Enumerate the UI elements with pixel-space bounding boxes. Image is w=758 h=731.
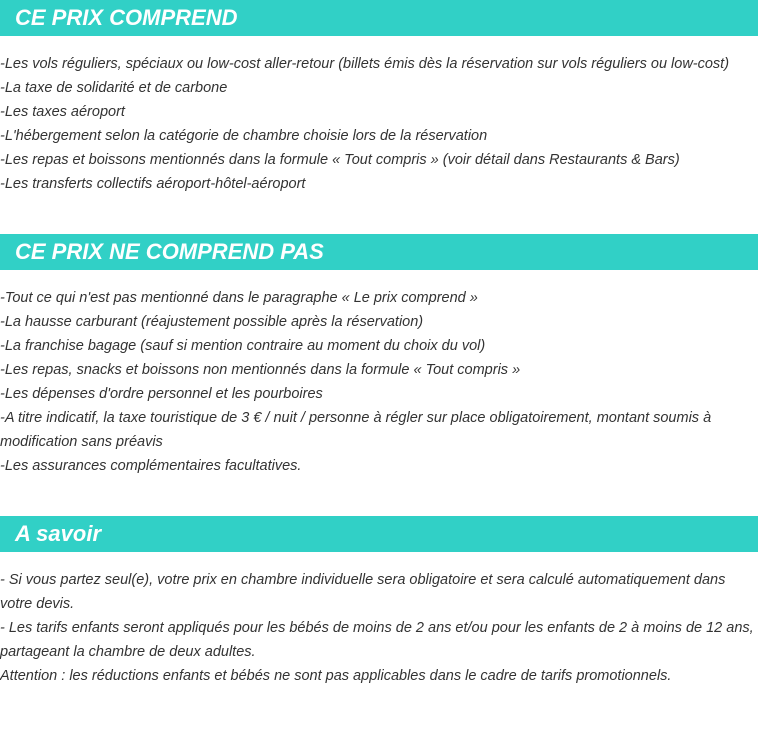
list-item: - Si vous partez seul(e), votre prix en chambre individuelle sera obligatoire et sera calculé automatiquement dans votre devis. (0, 572, 726, 612)
section-body-good-to-know (0, 552, 758, 688)
list-item: -Tout ce qui n'est pas mentionné dans le paragraphe « Le prix comprend » (0, 290, 478, 306)
section-heading-not-included: CE PRIX NE COMPREND PAS (0, 234, 758, 270)
list-item: -Les dépenses d'ordre personnel et les pourboires (0, 386, 323, 402)
list-item: -La taxe de solidarité et de carbone (0, 80, 228, 96)
section-heading-good-to-know: A savoir (0, 516, 758, 552)
list-item: -Les assurances complémentaires facultatives. (0, 458, 302, 474)
section-heading-included: CE PRIX COMPREND (0, 0, 758, 36)
list-item: -L'hébergement selon la catégorie de chambre choisie lors de la réservation (0, 128, 488, 144)
section-body-included (0, 36, 758, 196)
list-item: -La franchise bagage (sauf si mention contraire au moment du choix du vol) (0, 338, 486, 354)
list-item: -A titre indicatif, la taxe touristique de 3 € / nuit / personne à régler sur place obligatoirement, montant soumis à modification sans préavis (0, 410, 712, 450)
list-item: -Les transferts collectifs aéroport-hôtel-aéroport (0, 176, 306, 192)
list-item: Attention : les réductions enfants et bébés ne sont pas applicables dans le cadre de tarifs promotionnels. (0, 668, 672, 684)
section-included (0, 0, 758, 196)
section-not-included (0, 234, 758, 478)
section-good-to-know (0, 516, 758, 688)
list-item: - Les tarifs enfants seront appliqués pour les bébés de moins de 2 ans et/ou pour les enfants de 2 à moins de 12 ans, partageant la chambre de deux adultes. (0, 620, 754, 660)
list-item: -Les repas et boissons mentionnés dans la formule « Tout compris » (voir détail dans Restaurants & Bars) (0, 152, 680, 168)
section-body-not-included (0, 270, 758, 478)
list-item: -Les repas, snacks et boissons non mentionnés dans la formule « Tout compris » (0, 362, 521, 378)
list-item: -La hausse carburant (réajustement possible après la réservation) (0, 314, 424, 330)
list-item: -Les vols réguliers, spéciaux ou low-cost aller-retour (billets émis dès la réservation sur vols réguliers ou low-cost) (0, 56, 730, 72)
list-item: -Les taxes aéroport (0, 104, 125, 120)
